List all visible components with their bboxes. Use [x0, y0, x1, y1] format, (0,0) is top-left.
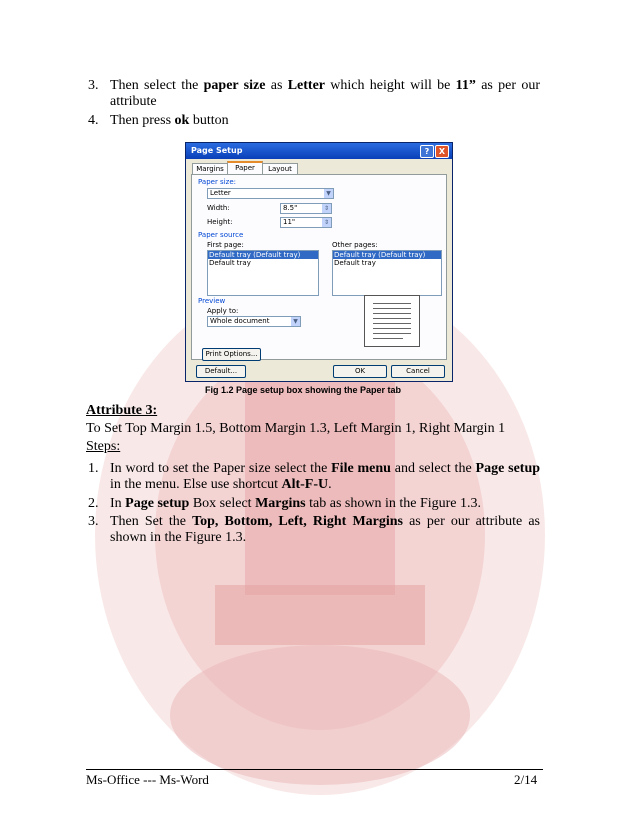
footer-rule: [86, 769, 543, 770]
tab-margins[interactable]: Margins: [192, 163, 228, 175]
step-3-top: 3. Then select the paper size as Letter which height will be 11” as per our attribute: [88, 78, 540, 109]
chevron-down-icon: ▼: [324, 189, 333, 198]
attribute-description: To Set Top Margin 1.5, Bottom Margin 1.3, Left Margin 1, Right Margin 1: [86, 421, 506, 436]
dialog-title-bar: [186, 143, 452, 159]
spinner-icon: ⇕: [323, 219, 330, 226]
apply-to-label: Apply to:: [207, 307, 239, 315]
paper-panel: [191, 174, 447, 360]
other-pages-list[interactable]: [332, 250, 442, 296]
page-preview: [364, 295, 420, 347]
list-item[interactable]: Default tray: [209, 259, 251, 267]
help-button[interactable]: ?: [420, 145, 434, 158]
paper-size-group-label: Paper size:: [198, 178, 236, 186]
close-button[interactable]: X: [435, 145, 449, 158]
spinner-icon: ⇕: [323, 205, 330, 212]
list-item[interactable]: Default tray (Default tray): [333, 251, 441, 259]
default-button[interactable]: Default...: [196, 365, 246, 378]
page-setup-dialog: [185, 142, 453, 382]
preview-group-label: Preview: [198, 297, 226, 305]
step-3: 3. Then Set the Top, Bottom, Left, Right Margins as per our attribute as shown in the Figure 1.3.: [88, 514, 540, 545]
page-number: 2/14: [514, 772, 538, 787]
height-label: Height:: [207, 218, 233, 226]
ok-button[interactable]: OK: [333, 365, 387, 378]
tab-layout[interactable]: Layout: [262, 163, 298, 175]
dialog-title: Page Setup: [191, 146, 243, 155]
height-input[interactable]: 11" ⇕: [280, 217, 332, 228]
first-page-label: First page:: [207, 241, 244, 249]
step-1: 1. In word to set the Paper size select the File menu and select the Page setup in the menu. Else use shortcut Alt-F-U.: [88, 461, 541, 492]
list-item[interactable]: Default tray: [334, 259, 376, 267]
width-input[interactable]: 8.5" ⇕: [280, 203, 332, 214]
width-label: Width:: [207, 204, 230, 212]
step-2: 2. In Page setup Box select Margins tab as shown in the Figure 1.3.: [88, 496, 481, 511]
paper-source-group-label: Paper source: [198, 231, 244, 239]
list-item[interactable]: Default tray (Default tray): [208, 251, 318, 259]
step-4-top: 4. Then press ok button: [88, 113, 229, 128]
cancel-button[interactable]: Cancel: [391, 365, 445, 378]
figure-caption: Fig 1.2 Page setup box showing the Paper tab: [205, 385, 402, 395]
first-page-list[interactable]: [207, 250, 319, 296]
print-options-button[interactable]: Print Options...: [202, 348, 261, 361]
steps-heading: Steps:: [86, 439, 121, 454]
tab-paper[interactable]: Paper: [227, 161, 263, 176]
attribute-heading: Attribute 3:: [86, 403, 158, 418]
other-pages-label: Other pages:: [332, 241, 378, 249]
footer-left: Ms-Office --- Ms-Word: [86, 772, 209, 787]
apply-to-select[interactable]: Whole document ▼: [207, 316, 301, 327]
chevron-down-icon: ▼: [291, 317, 300, 326]
paper-size-select[interactable]: Letter ▼: [207, 188, 334, 199]
